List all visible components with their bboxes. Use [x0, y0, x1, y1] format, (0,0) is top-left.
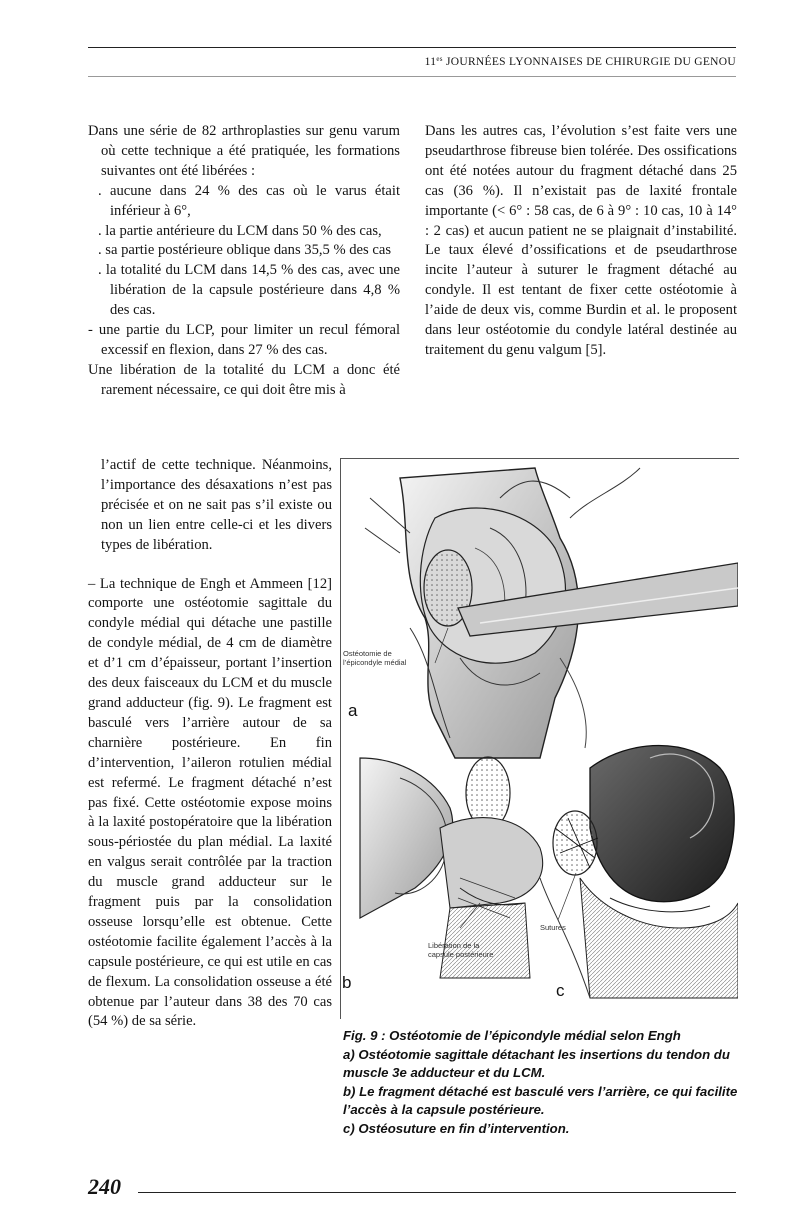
- figure-caption: [343, 1027, 743, 1139]
- panel-c-drawing: [540, 746, 738, 999]
- caption-title: Fig. 9 : Ostéotomie de l’épicondyle médial selon Engh: [343, 1028, 681, 1043]
- panel-label-a: a: [348, 701, 358, 720]
- annotation-capsule-line1: Libération de la: [428, 941, 480, 950]
- list-item: . aucune dans 24 % des cas où le varus était inférieur à 6°,: [98, 182, 400, 219]
- annotation-osteotomy-line2: l’épicondyle médial: [343, 658, 407, 667]
- dash-item: - une partie du LCP, pour limiter un recul fémoral excessif en flexion, dans 27 % des cas.: [88, 322, 400, 358]
- page-number: 240: [88, 1174, 121, 1199]
- header-rule: [88, 47, 736, 48]
- caption-line-a: a) Ostéotomie sagittale détachant les insertions du tendon du muscle 3e adducteur et du LCM.: [343, 1046, 730, 1081]
- list-item: . la totalité du LCM dans 14,5 % des cas, avec une libération de la capsule postérieure dans 4,8 % des cas.: [98, 262, 400, 319]
- list-item: . sa partie postérieure oblique dans 35,5 % des cas: [98, 242, 392, 259]
- conclusion-paragraph-start: Une libération de la totalité du LCM a donc été rarement nécessaire, ce qui doit être mis à: [88, 361, 400, 398]
- caption-line-c: c) Ostéosuture en fin d’intervention.: [343, 1120, 570, 1136]
- engh-paragraph: – La technique de Engh et Ammeen [12] comporte une ostéotomie sagittale du condyle médial qui détache une pastille de condyle médial, de 4 cm de diamètre et d’1 cm d’épaisseur, portant l’insertion des deux faisceaux du LCM et du muscle grand adducteur (fig. 9). Le fragment est basculé vers l’arrière autour de sa charnière postérieure. En fin d’intervention, l’aileron rotulien médial est refermé. Le fragment détaché n’est pas fixé. Cette ostéotomie expose moins à la laxité postopératoire que la libération sous-périostée du plan médial. La laxité en valgus serait contrôlée par la traction du muscle grand adducteur sur le fragment puis par la consolidation osseuse lorsqu’elle est obtenue. Cette ostéotomie facilite également l’accès à la capsule postérieure, ce qui est utile en cas de flexum. La consolidation osseuse a été obtenue par l’auteur dans 38 des 70 cas (54 %) de sa série.: [88, 575, 332, 1030]
- panel-label-b: b: [342, 973, 352, 992]
- panel-label-c: c: [556, 981, 565, 1000]
- intro-paragraph: Dans une série de 82 arthroplasties sur genu varum où cette technique a été pratiquée, les formations suivantes ont été libérées :: [88, 123, 400, 179]
- panel-a-drawing: [365, 468, 738, 758]
- figure-illustration: [340, 458, 738, 1018]
- annotation-osteotomy-line1: Ostéotomie de: [343, 649, 392, 658]
- list-item: . la partie antérieure du LCM dans 50 % des cas,: [98, 222, 382, 239]
- header-rule-secondary: [88, 76, 736, 77]
- left-column-top: [88, 122, 400, 401]
- running-head: $11^{es}$ JOURNÉES LYONNAISES DE CHIRURGIE DU GENOU: [424, 55, 736, 68]
- conclusion-paragraph-end: l’actif de cette technique. Néanmoins, l’importance des désaxations n’est pas précisée et on ne sait pas s’il existe ou non un lien entre celle-ci et les divers types de libération.: [101, 457, 332, 553]
- right-paragraph: Dans les autres cas, l’évolution s’est faite vers une pseudarthrose fibreuse bien tolérée. Des ossifications ont été notées autour du fragment détaché dans 25 cas (36 %). Il n’existait pas de laxité frontale importante (< 6° : 58 cas, de 6 à 9° : 10 cas, 10 à 14° : 2 cas) et aucun patient ne se plaignait d’instabilité. Le taux élevé d’ossifications et de pseudarthrose incite l’auteur à suturer le fragment détaché au condyle. Il est tentant de fixer cette ostéotomie à l’aide de deux vis, comme Burdin et al. le proposent dans leur ostéotomie du condyle latéral destinée au traitement du genu valgum [5].: [425, 123, 737, 358]
- footer-rule: [138, 1192, 736, 1193]
- right-column: [425, 122, 737, 361]
- annotation-capsule-line2: capsule postérieure: [428, 950, 494, 959]
- left-column-bottom: [88, 456, 332, 1032]
- caption-line-b: b) Le fragment détaché est basculé vers l’arrière, ce qui facilite l’accès à la capsule postérieure.: [343, 1083, 738, 1118]
- annotation-sutures: Sutures: [540, 923, 566, 932]
